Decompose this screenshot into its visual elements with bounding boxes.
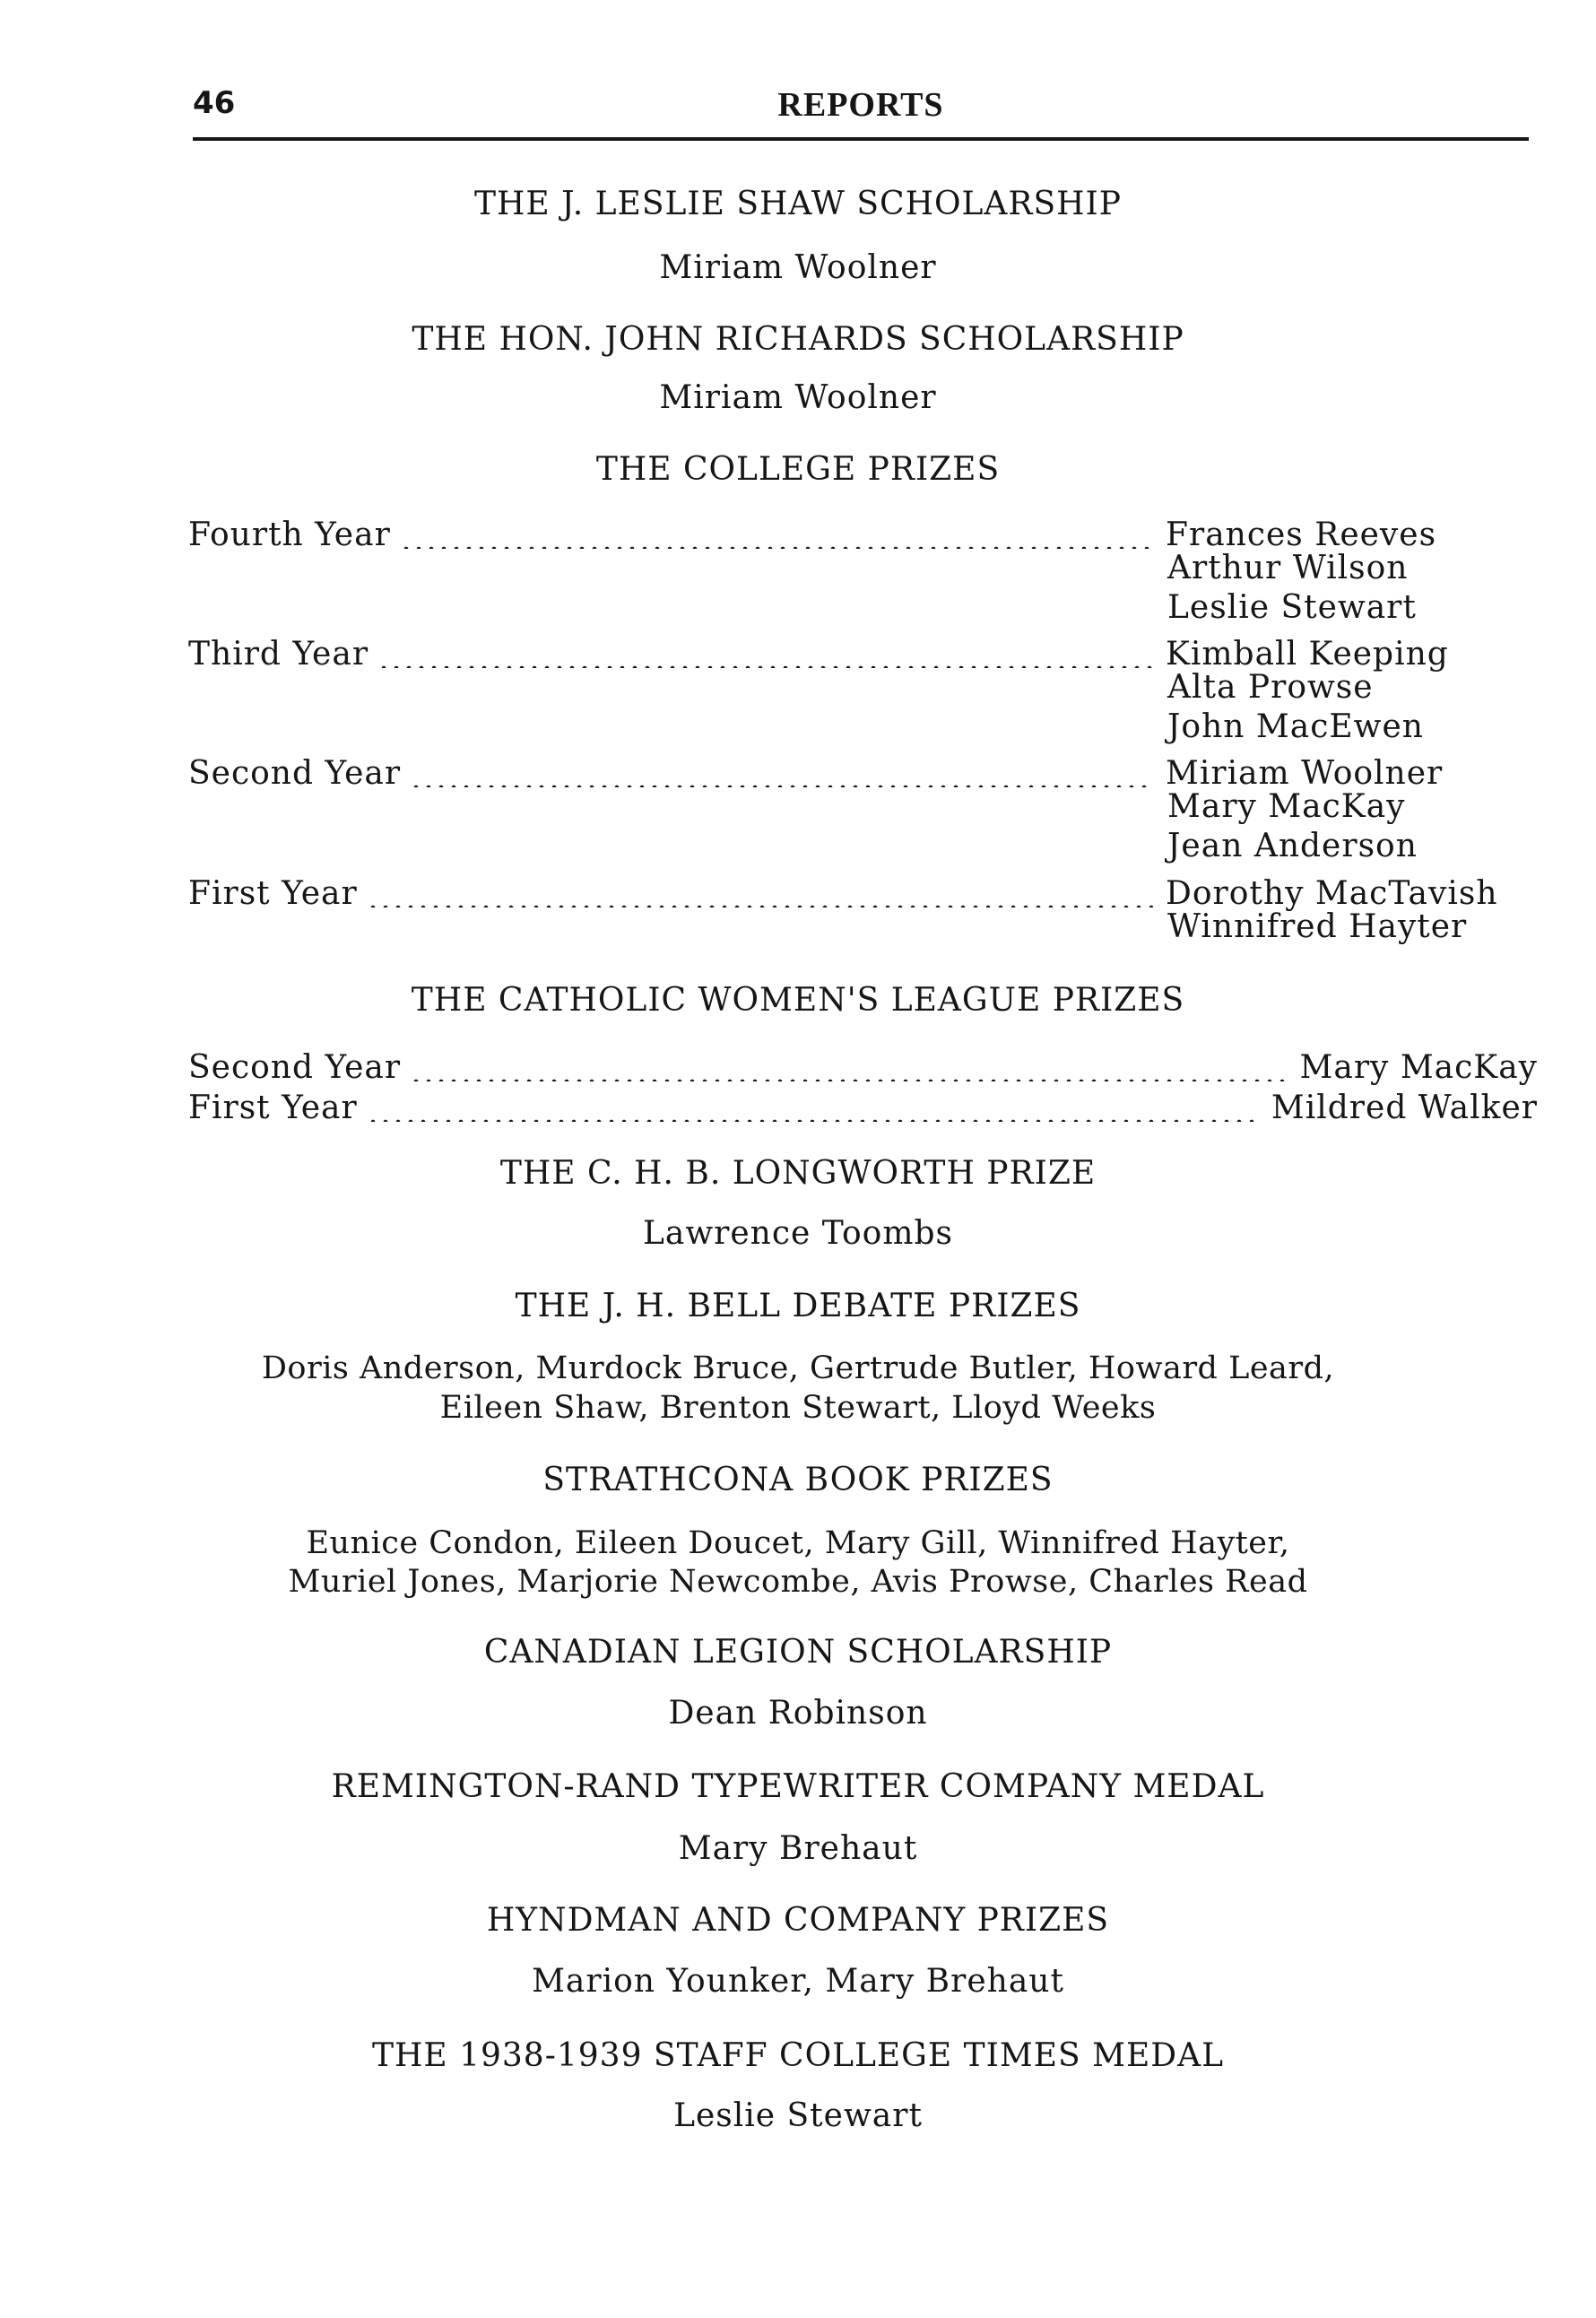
cwl-prize-row-first-year: [188, 1082, 1538, 1126]
longworth-prize-winner: Lawrence Toombs: [642, 1215, 953, 1252]
dot-leader: [400, 513, 1153, 549]
bell-debate-winners-line-1: Doris Anderson, Murdock Bruce, Gertrude Butler, Howard Leard,: [261, 1350, 1335, 1386]
remington-medal-winner: Mary Brehaut: [678, 1830, 918, 1867]
strathcona-winners-line-1: Eunice Condon, Eileen Doucet, Mary Gill, Winnifred Hayter,: [306, 1525, 1290, 1561]
college-prizes-title: THE COLLEGE PRIZES: [595, 451, 1001, 488]
longworth-prize-title: THE C. H. B. LONGWORTH PRIZE: [499, 1155, 1097, 1192]
winner-name: Miriam Woolner: [1166, 755, 1444, 792]
page-number: 46: [193, 85, 236, 121]
winner-name: Mary MacKay: [1167, 788, 1406, 825]
shaw-scholarship-winner: Miriam Woolner: [659, 249, 937, 286]
shaw-scholarship-title: THE J. LESLIE SHAW SCHOLARSHIP: [473, 186, 1122, 222]
year-label: Third Year: [188, 636, 369, 673]
hyndman-prizes-title: HYNDMAN AND COMPANY PRIZES: [486, 1902, 1110, 1939]
remington-medal-title: REMINGTON-RAND TYPEWRITER COMPANY MEDAL: [331, 1768, 1265, 1805]
college-prize-row-third-year: [188, 629, 1462, 673]
richards-scholarship-winner: Miriam Woolner: [659, 379, 937, 416]
legion-scholarship-winner: Dean Robinson: [668, 1695, 928, 1732]
year-label: First Year: [188, 1090, 358, 1126]
winner-name: Dorothy MacTavish: [1166, 875, 1498, 912]
staff-medal-winner: Leslie Stewart: [673, 2097, 923, 2134]
staff-medal-title: THE 1938-1939 STAFF COLLEGE TIMES MEDAL: [371, 2037, 1225, 2074]
winner-name: Leslie Stewart: [1167, 589, 1417, 626]
winner-name: Arthur Wilson: [1167, 550, 1409, 586]
year-label: Second Year: [188, 1049, 402, 1086]
page-header: [193, 85, 1529, 130]
richards-scholarship-title: THE HON. JOHN RICHARDS SCHOLARSHIP: [412, 321, 1184, 358]
winner-name: Mary MacKay: [1299, 1049, 1538, 1086]
year-label: Second Year: [188, 755, 402, 792]
winner-name: Kimball Keeping: [1166, 636, 1449, 673]
college-prize-row-fourth-year: [188, 509, 1462, 553]
dot-leader: [367, 872, 1153, 907]
dot-leader: [410, 1046, 1287, 1081]
bell-debate-winners-line-2: Eileen Shaw, Brenton Stewart, Lloyd Weeks: [439, 1390, 1157, 1426]
dot-leader: [410, 751, 1153, 787]
college-prize-row-first-year: [188, 868, 1538, 912]
cwl-prizes-title: THE CATHOLIC WOMEN'S LEAGUE PRIZES: [411, 982, 1185, 1019]
winner-name: Frances Reeves: [1166, 517, 1437, 553]
winner-name: Jean Anderson: [1167, 828, 1418, 864]
cwl-prize-row-second-year: [188, 1042, 1538, 1086]
legion-scholarship-title: CANADIAN LEGION SCHOLARSHIP: [483, 1634, 1113, 1671]
winner-name: Winnifred Hayter: [1167, 908, 1468, 945]
dot-leader: [377, 632, 1153, 668]
strathcona-winners-line-2: Muriel Jones, Marjorie Newcombe, Avis Prowse, Charles Read: [288, 1564, 1308, 1600]
strathcona-prizes-title: STRATHCONA BOOK PRIZES: [542, 1462, 1054, 1498]
year-label: First Year: [188, 875, 358, 912]
winner-name: Alta Prowse: [1167, 669, 1374, 706]
dot-leader: [367, 1086, 1259, 1122]
winner-name: John MacEwen: [1167, 708, 1424, 745]
winner-name: Mildred Walker: [1271, 1090, 1538, 1126]
year-label: Fourth Year: [188, 517, 391, 553]
header-rule: [193, 137, 1529, 141]
running-head: REPORTS: [777, 86, 944, 124]
hyndman-prizes-winners: Marion Younker, Mary Brehaut: [532, 1963, 1064, 2000]
bell-debate-prizes-title: THE J. H. BELL DEBATE PRIZES: [515, 1288, 1081, 1324]
college-prize-row-second-year: [188, 748, 1462, 792]
